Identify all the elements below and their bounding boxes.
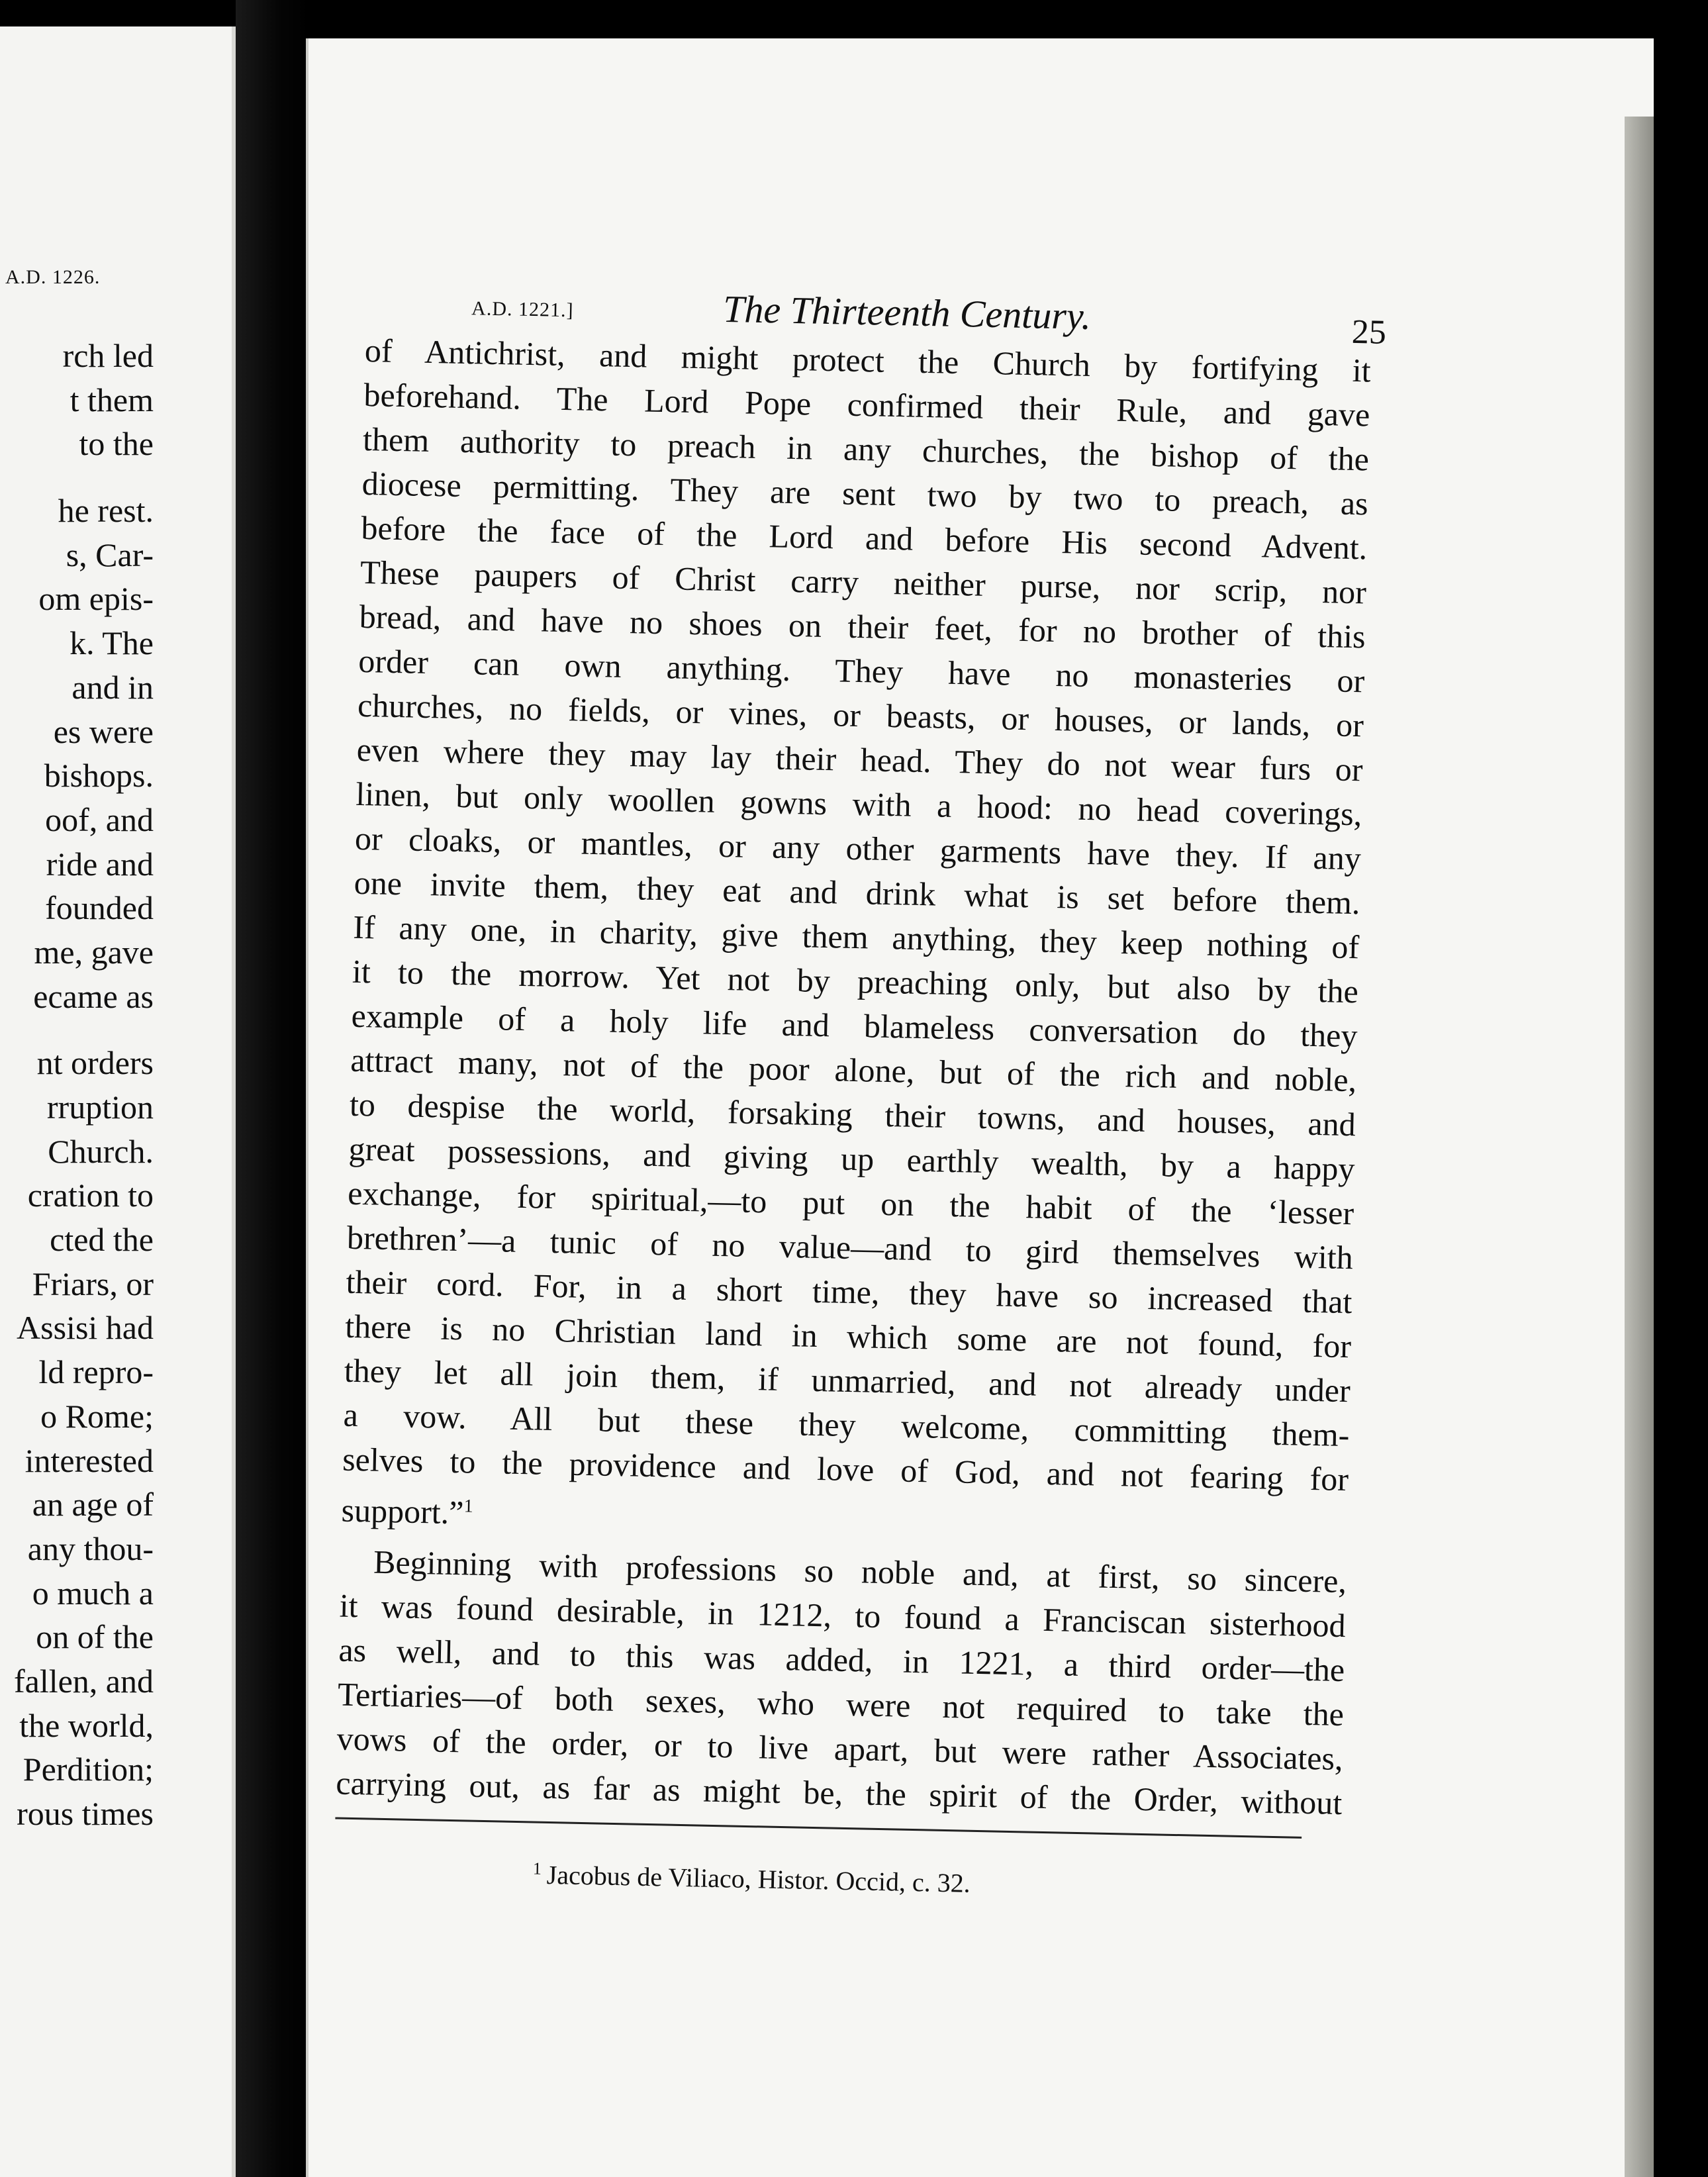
left-line: oof, and bbox=[45, 800, 154, 838]
text-line: before the face of the Lord and before His second Advent. bbox=[360, 508, 1368, 567]
text-line: one invite them, they eat and drink what is set before them. bbox=[354, 863, 1361, 922]
left-line: Friars, or bbox=[32, 1265, 154, 1302]
text-line: their cord. For, in a short time, they have so increased that bbox=[346, 1263, 1352, 1321]
page-number: 25 bbox=[1351, 313, 1387, 352]
text-line: bread, and have no shoes on their feet, for no brother of this bbox=[359, 597, 1366, 655]
text-line: great possessions, and giving up earthly wealth, by a happy bbox=[348, 1130, 1355, 1188]
text-line: attract many, not of the poor alone, but of the rich and noble, bbox=[350, 1041, 1357, 1099]
page-edge bbox=[1625, 117, 1654, 2177]
paragraph-2 bbox=[336, 1539, 1347, 1825]
left-line: Assisi had bbox=[17, 1309, 154, 1347]
text-line: it was found desirable, in 1212, to found a Franciscan sisterhood bbox=[339, 1586, 1347, 1645]
left-line: ecame as bbox=[33, 977, 154, 1015]
book-gutter bbox=[236, 0, 308, 2177]
left-line: any thou- bbox=[27, 1529, 154, 1567]
left-line: fallen, and bbox=[13, 1662, 154, 1700]
left-line: and in bbox=[71, 668, 154, 706]
running-head-date: A.D. 1221.] bbox=[471, 297, 574, 322]
left-line: Perdition; bbox=[23, 1751, 154, 1788]
left-line: bishops. bbox=[44, 757, 154, 795]
text-line: it to the morrow. Yet not by preaching only, but also by the bbox=[352, 952, 1359, 1010]
left-line: founded bbox=[45, 889, 154, 927]
text-line: Tertiaries—of both sexes, who were not required to take the bbox=[337, 1675, 1345, 1733]
text-line: brethren’—a tunic of no value—and to gird themselves with bbox=[346, 1218, 1354, 1277]
text-line: them authority to preach in any churches, the bishop of the bbox=[362, 420, 1370, 478]
text-line: carrying out, as far as might be, the spirit of the Order, without bbox=[335, 1764, 1343, 1822]
left-line: Church. bbox=[48, 1132, 154, 1170]
text-line: diocese permitting. They are sent two by two to preach, as bbox=[361, 464, 1369, 522]
text-line: they let all join them, if unmarried, and not already under bbox=[344, 1351, 1351, 1410]
left-line: nt orders bbox=[36, 1044, 154, 1082]
left-line: cted the bbox=[50, 1221, 154, 1259]
left-line: the world, bbox=[19, 1706, 154, 1744]
paragraph-end-text: support.” bbox=[341, 1491, 464, 1531]
text-line: linen, but only woollen gowns with a hood: no head coverings, bbox=[355, 775, 1362, 833]
paragraph-1 bbox=[341, 328, 1371, 1546]
text-line: These paupers of Christ carry neither purse, nor scrip, nor bbox=[359, 553, 1367, 611]
text-line: as well, and to this was added, in 1221, a third order—the bbox=[338, 1631, 1345, 1689]
right-main-page bbox=[306, 38, 1654, 2177]
page-text-block bbox=[334, 249, 1387, 1906]
left-line: ld repro- bbox=[38, 1353, 154, 1391]
text-line: there is no Christian land in which some are not found, for bbox=[344, 1307, 1352, 1365]
left-line: ride and bbox=[46, 845, 154, 883]
text-line: If any one, in charity, give them anything, they keep nothing of bbox=[352, 908, 1360, 966]
left-line: to the bbox=[79, 425, 154, 463]
left-line: o much a bbox=[32, 1574, 154, 1612]
text-line: of Antichrist, and might protect the Church by fortifying it bbox=[364, 331, 1372, 389]
text-line: selves to the providence and love of God, and not fearing for bbox=[342, 1440, 1349, 1498]
left-line: t them bbox=[70, 381, 154, 418]
left-page-text bbox=[14, 334, 154, 1836]
text-line: or cloaks, or mantles, or any other garments have they. If any bbox=[354, 819, 1362, 877]
text-line: exchange, for spiritual,—to put on the habit of the ‘lesser bbox=[347, 1174, 1354, 1232]
text-line: Beginning with professions so noble and, at first, so sincere, bbox=[373, 1543, 1347, 1600]
left-line: om epis- bbox=[38, 580, 154, 618]
left-line: cration to bbox=[27, 1177, 154, 1214]
text-line: a vow. All but these they welcome, committing them- bbox=[343, 1396, 1350, 1454]
left-page-running-head: A.D. 1226. bbox=[5, 266, 101, 288]
text-line: even where they may lay their head. They do not wear furs or bbox=[356, 730, 1364, 789]
text-line: beforehand. The Lord Pope confirmed their Rule, and gave bbox=[363, 375, 1370, 434]
running-head-title: The Thirteenth Century. bbox=[722, 287, 1092, 338]
footnote-marker: 1 bbox=[532, 1859, 542, 1878]
text-line: churches, no fields, or vines, or beasts, or houses, or lands, or bbox=[357, 686, 1364, 744]
left-line: o Rome; bbox=[40, 1397, 154, 1435]
left-line: an age of bbox=[32, 1486, 154, 1524]
left-line: me, gave bbox=[34, 933, 154, 971]
left-line: on of the bbox=[36, 1618, 154, 1656]
left-line: rruption bbox=[46, 1088, 154, 1126]
text-line: vows of the order, or to live apart, but were rather Associates, bbox=[336, 1719, 1344, 1778]
left-line: k. The bbox=[70, 624, 154, 662]
left-line: rch led bbox=[62, 337, 154, 374]
left-line: rous times bbox=[17, 1795, 154, 1832]
text-line: order can own anything. They have no monasteries or bbox=[357, 642, 1365, 700]
left-line: es were bbox=[53, 712, 154, 750]
left-facing-page bbox=[0, 26, 236, 2177]
footnote-reference: 1 bbox=[463, 1496, 473, 1517]
text-line: to despise the world, forsaking their towns, and houses, and bbox=[349, 1085, 1356, 1143]
left-line: he rest. bbox=[58, 492, 154, 530]
text-line: example of a holy life and blameless conversation do they bbox=[351, 996, 1358, 1055]
footnote-text: Jacobus de Viliaco, Histor. Occid, c. 32. bbox=[546, 1859, 971, 1898]
footnote bbox=[334, 1855, 1341, 1906]
left-line: s, Car- bbox=[66, 536, 154, 573]
left-line: interested bbox=[24, 1441, 154, 1479]
